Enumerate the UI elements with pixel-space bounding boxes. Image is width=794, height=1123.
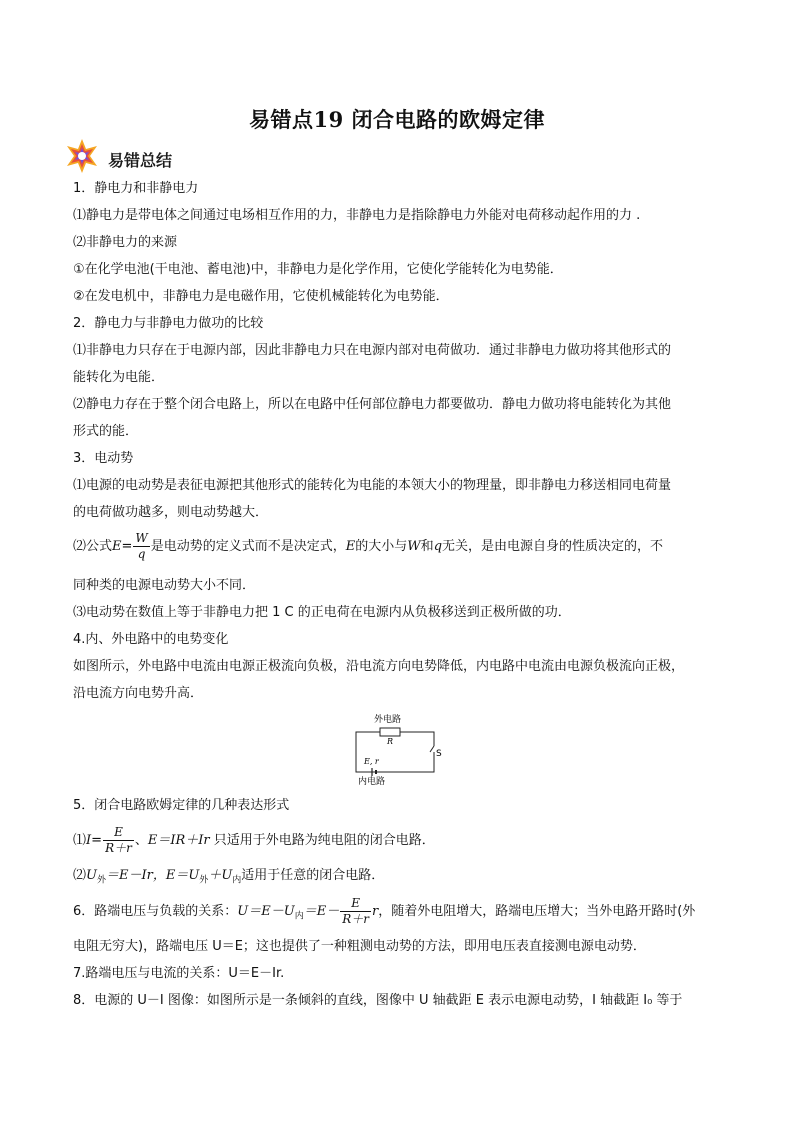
paragraph-line: 如图所示，外电路中电流由电源正极流向负极，沿电流方向电势降低，内电路中电流由电源负极流向正极， xyxy=(73,659,685,674)
symbol: E xyxy=(112,539,122,554)
symbol: q xyxy=(433,539,443,554)
numerator: E xyxy=(340,896,371,912)
text: 的大小与 xyxy=(355,539,408,554)
heading-1: 1．静电力和非静电力 xyxy=(73,181,199,196)
heading-2: 2．静电力与非静电力做功的比较 xyxy=(73,316,264,331)
denominator: q xyxy=(137,547,146,561)
paragraph-line: 电阻无穷大)，路端电压 U＝E；这也提供了一种粗测电动势的方法，即用电压表直接测电源电动势． xyxy=(73,939,646,954)
formula: ＝E－ xyxy=(303,904,340,919)
paragraph-line: 沿电流方向电势升高． xyxy=(73,686,204,701)
text: 是电动势的定义式而不是决定式， xyxy=(150,539,346,554)
switch-label: S xyxy=(436,749,442,759)
page-title: 易错点19 闭合电路的欧姆定律 xyxy=(248,107,546,132)
denominator: R＋r xyxy=(105,841,132,855)
text: 6．路端电压与负载的关系： xyxy=(73,904,238,919)
fraction xyxy=(340,896,371,927)
denominator: R＋r xyxy=(342,912,369,926)
symbol: = xyxy=(121,539,133,554)
formula-line-load xyxy=(73,895,695,934)
paragraph-line: ⑶电动势在数值上等于非静电力把 1 C 的正电荷在电源内从负极移送到正极所做的功． xyxy=(73,605,571,620)
paragraph-line: 形式的能． xyxy=(73,424,139,439)
paragraph-line: ⑴静电力是带电体之间通过电场相互作用的力，非静电力是指除静电力外能对电荷移动起作用的力 . xyxy=(73,208,641,223)
paragraph-line: ⑴非静电力只存在于电源内部，因此非静电力只在电源内部对电荷做功．通过非静电力做功将其他形式的 xyxy=(73,343,672,358)
text: ⑴ xyxy=(73,833,87,848)
formula-line-ohm xyxy=(73,824,435,858)
source-label: E, r xyxy=(364,757,379,766)
inner-circuit-label: 内电路 xyxy=(358,777,386,787)
outer-circuit-label: 外电路 xyxy=(374,715,402,725)
formula-line-terminal xyxy=(73,867,384,890)
paragraph-line: 的电荷做功越多，则电动势越大． xyxy=(73,505,269,520)
circuit-diagram xyxy=(350,710,450,788)
symbol: I xyxy=(86,833,92,848)
resistor-label: R xyxy=(387,737,394,746)
heading-5: 5．闭合电路欧姆定律的几种表达形式 xyxy=(73,798,290,813)
text: ⑵公式 xyxy=(73,539,113,554)
text: ⑵ xyxy=(73,868,87,883)
fraction xyxy=(103,825,134,856)
paragraph-line: ⑵非静电力的来源 xyxy=(73,235,178,250)
paragraph-line: 能转化为电能． xyxy=(73,370,165,385)
resistor-symbol xyxy=(380,728,400,736)
text: 无关，是由电源自身的性质决定的，不 xyxy=(442,539,664,554)
symbol: r xyxy=(371,904,379,919)
section-title: 易错总结 xyxy=(108,151,173,170)
numerator: E xyxy=(103,825,134,841)
text: 适用于任意的闭合电路． xyxy=(241,868,385,883)
paragraph-line: ②在发电机中，非静电力是电磁作用，它使机械能转化为电势能． xyxy=(73,289,449,304)
subscript: 外 xyxy=(199,875,209,886)
subscript: 内 xyxy=(294,911,304,922)
formula: ＋U xyxy=(208,868,233,883)
text: ，随着外电阻增大，路端电压增大；当外电路开路时(外 xyxy=(378,904,696,919)
heading-7: 7.路端电压与电流的关系：U＝E－Ir. xyxy=(73,966,285,981)
text: 只适用于外电路为纯电阻的闭合电路． xyxy=(209,833,435,848)
paragraph-line: ⑴电源的电动势是表征电源把其他形式的能转化为电能的本领大小的物理量，即非静电力移送相同电荷量 xyxy=(73,478,672,493)
subscript: 外 xyxy=(96,875,106,886)
symbol: E xyxy=(345,539,356,554)
heading-3: 3．电动势 xyxy=(73,451,134,466)
paragraph-line: ①在化学电池(干电池、蓄电池)中，非静电力是化学作用，它使化学能转化为电势能． xyxy=(73,262,563,277)
numerator: W xyxy=(135,531,148,545)
subscript: 内 xyxy=(232,875,242,886)
formula: ＝E－Ir， xyxy=(106,868,166,883)
heading-8: 8．电源的 U－I 图像：如图所示是一条倾斜的直线，图像中 U 轴截距 E 表示电源电动势，I 轴截距 I₀ 等于 xyxy=(73,993,683,1008)
formula-line-emf xyxy=(73,530,663,564)
paragraph-line: ⑵静电力存在于整个闭合电路上，所以在电路中任何部位静电力都要做功．静电力做功将电能转化为其他 xyxy=(73,397,672,412)
paragraph-line: 同种类的电源电动势大小不同． xyxy=(73,578,256,593)
formula: E＝IR＋Ir xyxy=(147,833,210,848)
symbol: W xyxy=(407,539,421,554)
fraction xyxy=(133,531,149,562)
symbol: U xyxy=(86,868,97,883)
heading-4: 4.内、外电路中的电势变化 xyxy=(73,632,229,647)
formula: E＝U xyxy=(165,868,200,883)
star-badge-icon xyxy=(64,138,100,174)
text: 、 xyxy=(134,833,148,848)
symbol: = xyxy=(91,833,103,848)
text: 和 xyxy=(420,539,434,554)
formula: U＝E－U xyxy=(237,904,295,919)
